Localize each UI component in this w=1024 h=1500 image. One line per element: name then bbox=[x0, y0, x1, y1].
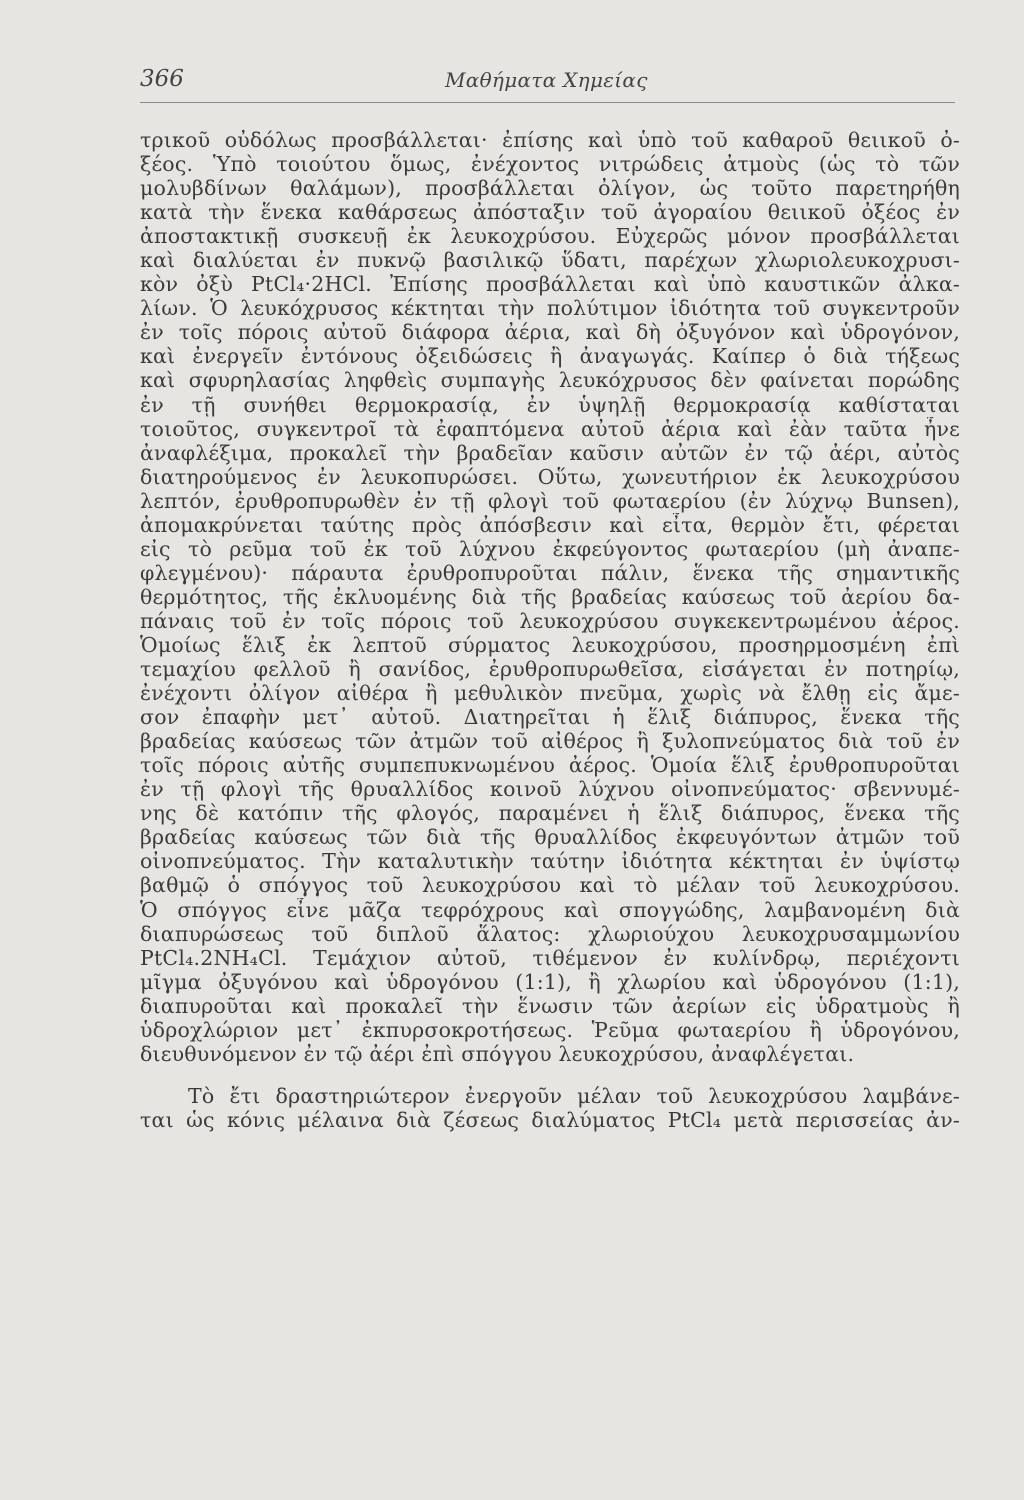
text-line: οἰνοπνεύματος. Τὴν καταλυτικὴν ταύτην ἰδιότητα κέκτηται ἐν ὑψίστῳ bbox=[140, 849, 960, 874]
text-line: εἰς τὸ ρεῦμα τοῦ ἐκ τοῦ λύχνου ἐκφεύγοντος φωταερίου (μὴ ἀναπε- bbox=[140, 536, 960, 561]
paragraph-1 bbox=[140, 128, 960, 1066]
text-line: καὶ διαλύεται ἐν πυκνῷ βασιλικῷ ὕδατι, παρέχων χλωριολευκοχρυσι- bbox=[140, 248, 960, 273]
text-line: διαπυρώσεως τοῦ διπλοῦ ἅλατος: χλωριούχου λευκοχρυσαμμωνίου bbox=[140, 921, 960, 946]
text-line: Ὁ σπόγγος εἶνε μᾶζα τεφρόχρους καὶ σπογγώδης, λαμβανομένη διὰ bbox=[140, 897, 960, 922]
text-line: φλεγμένου)· πάραυτα ἐρυθροπυροῦται πάλιν, ἕνεκα τῆς σημαντικῆς bbox=[140, 560, 960, 585]
running-header bbox=[140, 62, 955, 103]
text-line: τοῖς πόροις αὐτῆς συμπεπυκνωμένου ἀέρος. Ὁμοία ἕλιξ ἐρυθροπυροῦται bbox=[140, 753, 960, 778]
paragraph-2 bbox=[140, 1084, 960, 1132]
text-line: σον ἐπαφὴν μετ᾽ αὐτοῦ. Διατηρεῖται ἡ ἕλιξ διάπυρος, ἕνεκα τῆς bbox=[140, 705, 960, 730]
text-line: ἀναφλέξιμα, προκαλεῖ τὴν βραδεῖαν καῦσιν αὐτῶν ἐν τῷ ἀέρι, αὐτὸς bbox=[140, 440, 960, 465]
text-line: ἀποστακτικῇ συσκευῇ ἐκ λευκοχρύσου. Εὐχερῶς μόνον προσβάλλεται bbox=[140, 224, 960, 249]
text-line: μῖγμα ὀξυγόνου καὶ ὑδρογόνου (1:1), ἢ χλωρίου καὶ ὑδρογόνου (1:1), bbox=[140, 969, 960, 994]
text-line: κὸν ὀξὺ PtCl₄·2HCl. Ἐπίσης προσβάλλεται καὶ ὑπὸ καυστικῶν ἀλκα- bbox=[140, 272, 960, 297]
text-line: διευθυνόμενον ἐν τῷ ἀέρι ἐπὶ σπόγγου λευκοχρύσου, ἀναφλέγεται. bbox=[140, 1041, 855, 1066]
text-line: ἀπομακρύνεται ταύτης πρὸς ἀπόσβεσιν καὶ εἶτα, θερμὸν ἔτι, φέρεται bbox=[140, 512, 960, 537]
text-line: λίων. Ὁ λευκόχρυσος κέκτηται τὴν πολύτιμον ἰδιότητα τοῦ συγκεντροῦν bbox=[140, 296, 960, 321]
text-line: ἐν τοῖς πόροις αὐτοῦ διάφορα ἀέρια, καὶ δὴ ὀξυγόνον καὶ ὑδρογόνον, bbox=[140, 320, 960, 345]
running-title: Μαθήματα Χημείας bbox=[445, 68, 648, 92]
text-line: τεμαχίου φελλοῦ ἢ σανίδος, ἐρυθροπυρωθεῖσα, εἰσάγεται ἐν ποτηρίῳ, bbox=[140, 657, 960, 682]
text-line: ξέος. Ὑπὸ τοιούτου ὅμως, ἐνέχοντος νιτρώδεις ἀτμοὺς (ὡς τὸ τῶν bbox=[140, 152, 960, 177]
text-line: βραδείας καύσεως τῶν ἀτμῶν τοῦ αἰθέρος ἢ ξυλοπνεύματος διὰ τοῦ ἐν bbox=[140, 729, 960, 754]
text-line: καὶ ἐνεργεῖν ἐντόνους ὀξειδώσεις ἢ ἀναγωγάς. Καίπερ ὁ διὰ τήξεως bbox=[140, 344, 960, 369]
text-line: Ὁμοίως ἕλιξ ἐκ λεπτοῦ σύρματος λευκοχρύσου, προσηρμοσμένη ἐπὶ bbox=[140, 632, 960, 657]
text-line: πάναις τοῦ ἐν τοῖς πόροις τοῦ λευκοχρύσου συγκεκεντρωμένου ἀέρος. bbox=[140, 608, 960, 633]
text-line: καὶ σφυρηλασίας ληφθεὶς συμπαγὴς λευκόχρυσος δὲν φαίνεται πορώδης bbox=[140, 368, 960, 393]
text-line: PtCl₄.2NH₄Cl. Τεμάχιον αὐτοῦ, τιθέμενον ἐν κυλίνδρῳ, περιέχοντι bbox=[140, 945, 960, 970]
text-line: ἐν τῇ φλογὶ τῆς θρυαλλίδος κοινοῦ λύχνου οἰνοπνεύματος· σβεννυμέ- bbox=[140, 777, 960, 802]
body-text bbox=[140, 128, 960, 1132]
page-number: 366 bbox=[140, 66, 184, 92]
text-line: θερμότητος, τῆς ἐκλυομένης διὰ τῆς βραδείας καύσεως τοῦ ἀερίου δα- bbox=[140, 584, 960, 609]
text-line: ἐνέχοντι ὀλίγον αἰθέρα ἢ μεθυλικὸν πνεῦμα, χωρὶς νὰ ἔλθῃ εἰς ἄμε- bbox=[140, 681, 960, 706]
text-line: μολυβδίνων θαλάμων), προσβάλλεται ὀλίγον, ὡς τοῦτο παρετηρήθη bbox=[140, 176, 960, 201]
text-line: ται ὡς κόνις μέλαινα διὰ ζέσεως διαλύματος PtCl₄ μετὰ περισσείας ἀν- bbox=[140, 1107, 960, 1132]
text-line: διαπυροῦται καὶ προκαλεῖ τὴν ἕνωσιν τῶν ἀερίων εἰς ὑδρατμοὺς ἢ bbox=[140, 993, 960, 1018]
paragraph-gap bbox=[140, 1066, 960, 1084]
text-line: βραδείας καύσεως τῶν διὰ τῆς θρυαλλίδος ἐκφευγόντων ἀτμῶν τοῦ bbox=[140, 825, 960, 850]
text-line: τρικοῦ οὐδόλως προσβάλλεται· ἐπίσης καὶ ὑπὸ τοῦ καθαροῦ θειικοῦ ὀ- bbox=[140, 128, 960, 152]
text-line: ἐν τῇ συνήθει θερμοκρασίᾳ, ἐν ὑψηλῇ θερμοκρασίᾳ καθίσταται bbox=[140, 392, 960, 417]
text-line: ὑδροχλώριον μετ᾽ ἐκπυρσοκροτήσεως. Ῥεῦμα φωταερίου ἢ ὑδρογόνου, bbox=[140, 1017, 960, 1042]
text-line: βαθμῷ ὁ σπόγγος τοῦ λευκοχρύσου καὶ τὸ μέλαν τοῦ λευκοχρύσου. bbox=[140, 873, 960, 898]
text-line: νης δὲ κατόπιν τῆς φλογός, παραμένει ἡ ἕλιξ διάπυρος, ἕνεκα τῆς bbox=[140, 801, 960, 826]
text-line: τοιοῦτος, συγκεντροῖ τὰ ἐφαπτόμενα αὐτοῦ ἀέρια καὶ ἐὰν ταῦτα ἦνε bbox=[140, 416, 960, 441]
text-line: κατὰ τὴν ἕνεκα καθάρσεως ἀπόσταξιν τοῦ ἀγοραίου θειικοῦ ὀξέος ἐν bbox=[140, 200, 960, 225]
text-line: Τὸ ἔτι δραστηριώτερον ἐνεργοῦν μέλαν τοῦ λευκοχρύσου λαμβάνε- bbox=[188, 1083, 960, 1108]
text-line: διατηρούμενος ἐν λευκοπυρώσει. Οὕτω, χωνευτήριον ἐκ λευκοχρύσου bbox=[140, 464, 960, 489]
text-line: λεπτόν, ἐρυθροπυρωθὲν ἐν τῇ φλογὶ τοῦ φωταερίου (ἐν λύχνῳ Bunsen), bbox=[140, 488, 960, 513]
